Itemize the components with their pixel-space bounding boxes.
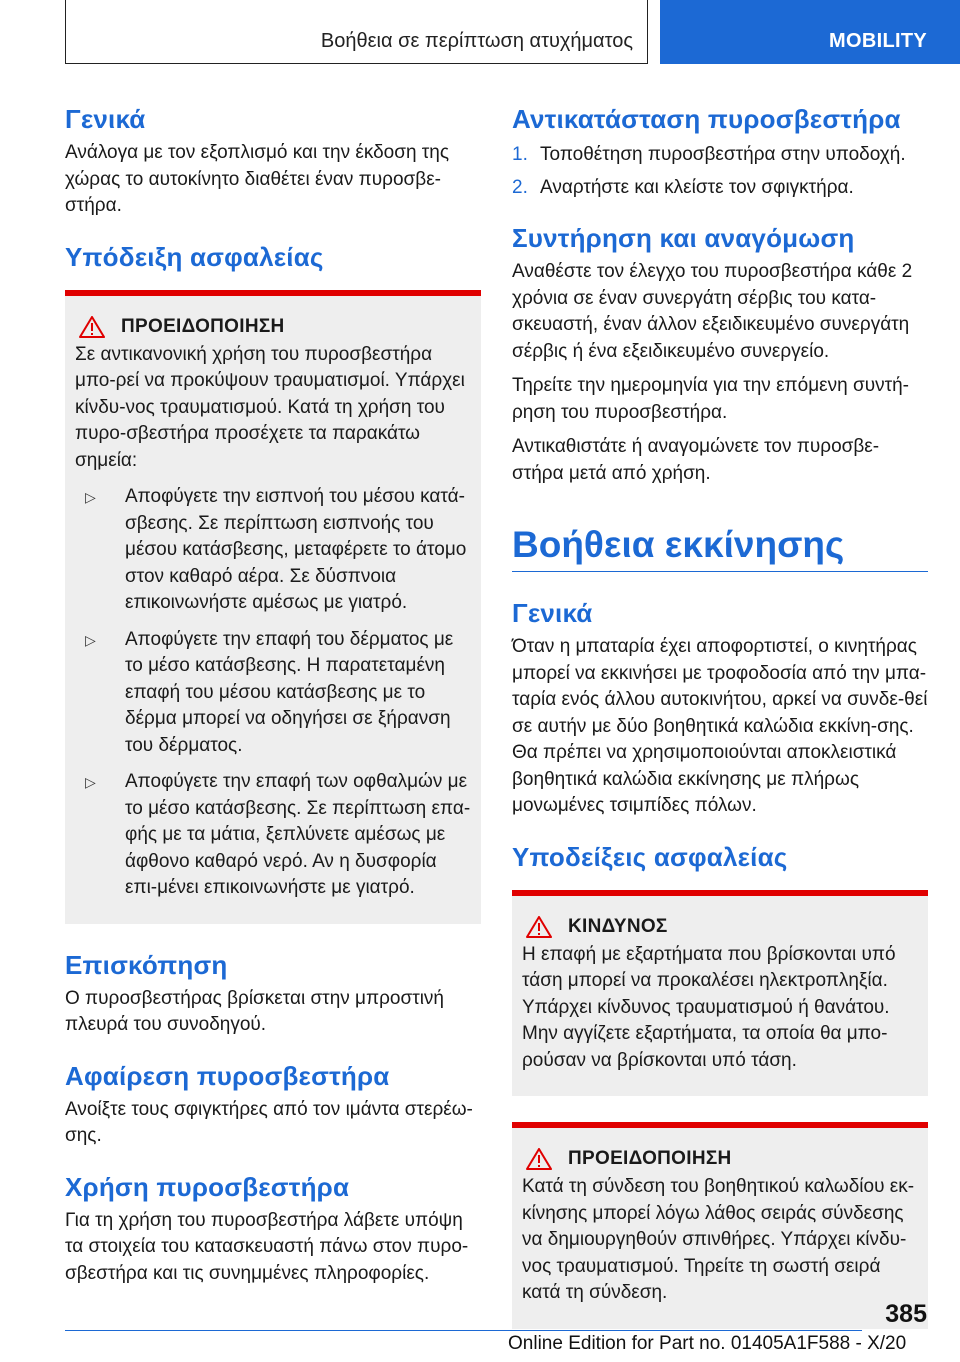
bullet-text: Αποφύγετε την επαφή του δέρματος με το μέσο κατάσβεσης. Η παρατεταμένη επαφή του μέσου κατάσβεσης με το δέρμα μπορεί να οδηγήσει σε ξήρανση του δέρματος. bbox=[125, 628, 454, 756]
right-column bbox=[512, 104, 928, 1329]
jumpstart-general-heading: Γενικά bbox=[512, 598, 593, 628]
overview-heading: Επισκόπηση bbox=[65, 949, 228, 980]
warning-triangle-icon bbox=[526, 916, 552, 938]
maintenance-heading: Συντήρηση και αναγόμωση bbox=[512, 223, 855, 253]
step-text: Αναρτήστε και κλείστε τον σφιγκτήρα. bbox=[540, 176, 854, 198]
danger-text: Η επαφή με εξαρτήματα που βρίσκονται υπό τάση μπορεί να προκαλέσει ηλεκτροπληξία. Υπάρχει κίνδυνος τραυματισμού ή θανάτου. Μην αγγίζετε εξαρτήματα, τα οποία θα μπο-ρούσαν να βρίσκονται υπό τάση. bbox=[522, 943, 896, 1071]
warning-box bbox=[65, 290, 481, 924]
safety-heading: Υπόδειξη ασφαλείας bbox=[65, 241, 324, 272]
jumpstart-safety-heading: Υποδείξεις ασφαλείας bbox=[512, 841, 788, 872]
replace-section bbox=[512, 104, 928, 201]
header-box bbox=[65, 0, 648, 64]
header-section-title: Βοήθεια σε περίπτωση ατυχήματος bbox=[320, 30, 633, 52]
edition-text: Online Edition for Part no. 01405A1F588 - X/20 bbox=[508, 1333, 907, 1354]
bullet-marker-icon: ▷ bbox=[85, 489, 96, 505]
usage-section bbox=[65, 1172, 481, 1288]
header-tab-label: MOBILITY bbox=[829, 30, 927, 52]
numbered-step bbox=[512, 175, 928, 202]
warning-text: Σε αντικανονική χρήση του πυροσβεστήρα μπο-ρεί να προκύψουν τραυματισμοί. Υπάρχει κίνδυ-νος τραυματισμού. Κατά τη χρήση του πυρο-σβεστήρα προσέχετε τα παρακάτω σημεία: bbox=[75, 343, 465, 471]
warning-title-row bbox=[522, 1148, 918, 1170]
warning-title: ΠΡΟΕΙΔΟΠΟΙΗΣΗ bbox=[568, 1148, 732, 1169]
page-number: 385 bbox=[885, 1300, 927, 1328]
step-text: Τοποθέτηση πυροσβεστήρα στην υποδοχή. bbox=[540, 144, 906, 165]
jumpstart-heading: Βοήθεια εκκίνησης bbox=[512, 524, 845, 565]
removal-section bbox=[65, 1061, 481, 1150]
warning-triangle-icon bbox=[79, 316, 105, 338]
jumpstart-heading-wrap bbox=[512, 523, 928, 572]
replace-heading: Αντικατάσταση πυροσβεστήρα bbox=[512, 104, 901, 134]
maintenance-text-3: Αντικαθιστάτε ή αναγομώνετε τον πυροσβε-στήρα μετά από χρήση. bbox=[512, 436, 880, 484]
warning-bullet bbox=[75, 769, 471, 902]
danger-box bbox=[512, 890, 928, 1097]
danger-title-row bbox=[522, 916, 918, 938]
safety-section bbox=[65, 242, 481, 272]
overview-text: Ο πυροσβεστήρας βρίσκεται στην μπροστινή πλευρά του συνοδηγού. bbox=[65, 987, 444, 1035]
warning-title-row bbox=[75, 316, 471, 338]
header-tab bbox=[660, 0, 960, 64]
bullet-marker-icon: ▷ bbox=[85, 774, 96, 790]
footer-divider bbox=[65, 1330, 862, 1331]
removal-heading: Αφαίρεση πυροσβεστήρα bbox=[65, 1060, 390, 1091]
step-number: 2. bbox=[512, 176, 528, 198]
jumpstart-safety-section bbox=[512, 842, 928, 872]
maintenance-text-1: Αναθέστε τον έλεγχο του πυροσβεστήρα κάθε 2 χρόνια σε έναν συνεργάτη σέρβις του κατα-σκευαστή, έναν άλλον εξειδικευμένο συνεργάτη σέρβις ή ένα εξειδικευμένο συνεργείο. bbox=[512, 261, 913, 362]
numbered-step bbox=[512, 142, 928, 169]
warning-title: ΠΡΟΕΙΔΟΠΟΙΗΣΗ bbox=[121, 315, 285, 337]
usage-text: Για τη χρήση του πυροσβεστήρα λάβετε υπόψη τα στοιχεία του κατασκευαστή πάνω στον πυρο-σβεστήρα και τις συνημμένες πληροφορίες. bbox=[65, 1209, 469, 1284]
bullet-text: Αποφύγετε την επαφή των οφθαλμών με το μέσο κατάσβεσης. Σε περίπτωση επα-φής με τα μάτια, ξεπλύνετε αμέσως με άφθονο καθαρό νερό. Αν η δυσφορία επι-μένει επικοινωνήστε με γιατρό. bbox=[125, 771, 471, 898]
general-heading: Γενικά bbox=[65, 104, 146, 134]
warning-bullet bbox=[75, 627, 471, 760]
jumpstart-general-text: Όταν η μπαταρία έχει αποφορτιστεί, ο κινητήρας μπορεί να εκκινήσει με τροφοδοσία από την μπα-ταρία ενός άλλου αυτοκινήτου, αρκεί να συνδε-θεί σε αυτήν με δύο βοηθητικά καλώδια εκκίνη-σης. Θα πρέπει να χρησιμοποιούνται αποκλειστικά βοηθητικά καλώδια εκκίνησης με πλήρως μονωμένες τσιμπίδες πόλων. bbox=[512, 636, 928, 816]
general-section bbox=[65, 104, 481, 220]
step-number: 1. bbox=[512, 144, 528, 165]
warning-text: Κατά τη σύνδεση του βοηθητικού καλωδίου εκ-κίνησης μπορεί λόγω λάθος σειράς σύνδεσης να δημιουργηθούν σπινθήρες. Υπάρχει κίνδυ-νος τραυματισμού. Τηρείτε τη σωστή σειρά κατά τη σύνδεση. bbox=[522, 1176, 915, 1303]
bullet-marker-icon: ▷ bbox=[85, 631, 96, 648]
overview-section bbox=[65, 950, 481, 1039]
danger-title: ΚΙΝΔΥΝΟΣ bbox=[568, 915, 668, 937]
jumpstart-general-section bbox=[512, 598, 928, 820]
general-text: Ανάλογα με τον εξοπλισμό και την έκδοση της χώρας το αυτοκίνητο διαθέτει έναν πυροσβε-στήρα. bbox=[65, 142, 450, 216]
warning-triangle-icon bbox=[526, 1148, 552, 1170]
maintenance-section bbox=[512, 223, 928, 487]
warning-box bbox=[512, 1122, 928, 1329]
warning-bullet bbox=[75, 484, 471, 617]
usage-heading: Χρήση πυροσβεστήρα bbox=[65, 1171, 350, 1202]
left-column bbox=[65, 104, 481, 1309]
bullet-text: Αποφύγετε την εισπνοή του μέσου κατά-σβεσης. Σε περίπτωση εισπνοής του μέσου κατάσβεσης, μεταφέρετε το άτομο στον καθαρό αέρα. Σε δύσπνοια επικοινωνήστε αμέσως με γιατρό. bbox=[125, 486, 467, 613]
removal-text: Ανοίξτε τους σφιγκτήρες από τον ιμάντα στερέω-σης. bbox=[65, 1098, 473, 1146]
maintenance-text-2: Τηρείτε την ημερομηνία για την επόμενη συντή-ρηση του πυροσβεστήρα. bbox=[512, 375, 910, 423]
